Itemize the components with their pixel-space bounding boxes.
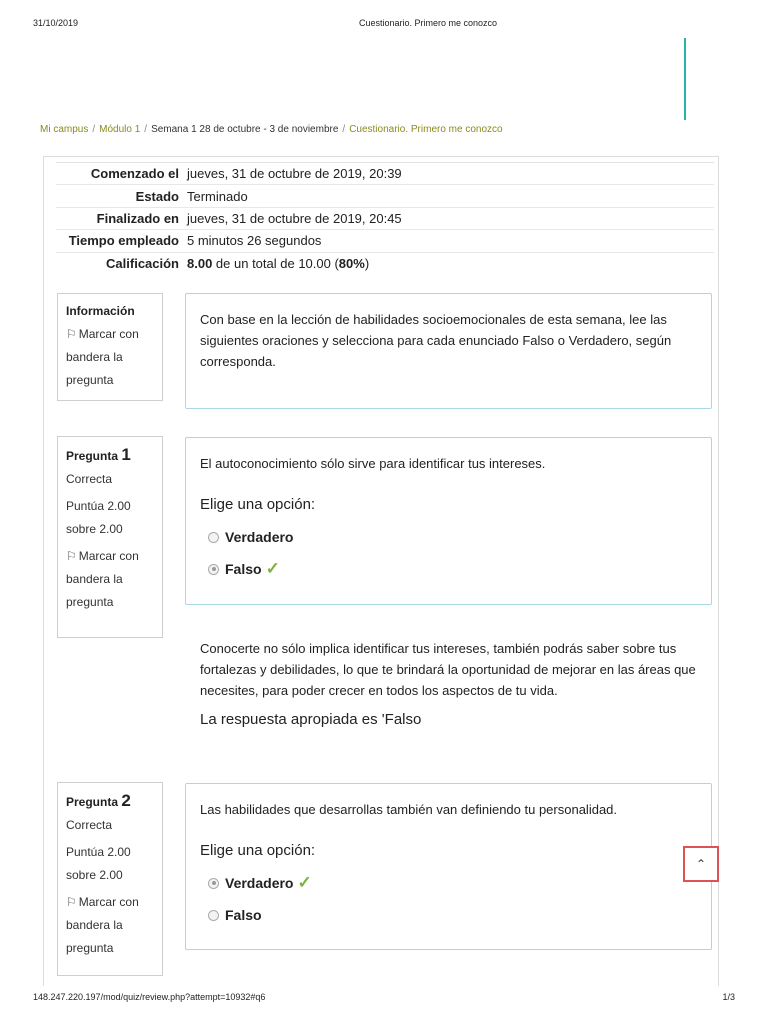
option-label: Falso — [225, 907, 262, 923]
info-text: Con base en la lección de habilidades socioemocionales de esta semana, lee las siguientes oraciones y selecciona para cada enunciado Falso o Verdadero, según corresponda. — [200, 312, 672, 369]
print-header — [0, 18, 768, 32]
chevron-up-icon: ⌃ — [695, 857, 707, 871]
breadcrumb-separator: / — [144, 124, 148, 135]
print-date: 31/10/2019 — [33, 18, 79, 28]
grade-middle: de un total de 10.00 ( — [212, 256, 339, 272]
grade-percent: 80% — [338, 256, 365, 272]
summary-label: Tiempo empleado — [68, 233, 179, 249]
attempt-summary-table — [56, 162, 714, 275]
flag-icon: ⚐ — [66, 327, 77, 341]
summary-value: Terminado — [187, 188, 248, 204]
scroll-to-top-button[interactable] — [683, 846, 719, 882]
print-footer-url: 148.247.220.197/mod/quiz/review.php?attempt=10932#q6 — [33, 992, 266, 1002]
flag-question-1-link[interactable] — [66, 545, 154, 614]
summary-row-started — [56, 163, 714, 185]
general-feedback-text: Conocerte no sólo implica identificar tus intereses, también podrás saber sobre tus fortalezas y debilidades, lo que te brindará la oportunidad de mejorar en las áreas que necesites, para poder crecer en todos los aspectos de tu vida. — [200, 641, 696, 698]
grade-value — [187, 256, 369, 271]
breadcrumb-semana-1: Semana 1 28 de octubre - 3 de noviembre — [151, 124, 339, 135]
summary-label: Calificación — [106, 256, 179, 272]
breadcrumb-cuestionario[interactable]: Cuestionario. Primero me conozco — [349, 124, 503, 135]
question-prefix: Pregunta — [66, 449, 119, 463]
checkmark-icon: ✓ — [297, 873, 312, 892]
summary-label: Comenzado el — [90, 166, 179, 182]
question-2-title — [66, 789, 154, 814]
question-1-text: El autoconocimiento sólo sirve para identificar tus intereses. — [200, 456, 546, 471]
option-label: Verdadero — [225, 529, 294, 545]
question-2-sidebar — [57, 782, 163, 976]
question-1-feedback — [200, 638, 700, 730]
print-title: Cuestionario. Primero me conozco — [358, 18, 498, 28]
question-2-score: Puntúa 2.00 sobre 2.00 — [66, 845, 131, 882]
grade-score: 8.00 — [187, 256, 213, 272]
flag-icon: ⚐ — [66, 895, 77, 909]
info-content — [185, 293, 712, 409]
flag-question-2-link[interactable] — [66, 891, 154, 960]
question-2-option-verdadero[interactable] — [200, 867, 697, 899]
radio-button-selected[interactable] — [208, 564, 219, 575]
question-2-content — [185, 783, 712, 950]
option-label: Falso — [225, 561, 262, 577]
summary-row-finished — [56, 208, 714, 230]
question-1-status: Correcta — [66, 472, 113, 486]
checkmark-icon: ✓ — [265, 559, 280, 578]
question-2-option-falso[interactable] — [200, 899, 697, 931]
question-1-score: Puntúa 2.00 sobre 2.00 — [66, 499, 131, 536]
choose-option-prompt: Elige una opción: — [200, 496, 316, 513]
question-1-content — [185, 437, 712, 605]
print-footer-page: 1/3 — [722, 992, 735, 1002]
info-title: Información — [66, 304, 135, 318]
question-1-title — [66, 443, 154, 468]
summary-label: Finalizado en — [96, 210, 179, 226]
flag-label: Marcar con bandera la pregunta — [66, 327, 139, 387]
breadcrumb-mi-campus[interactable]: Mi campus — [40, 124, 89, 135]
header-divider-line — [684, 38, 686, 120]
right-answer-text: La respuesta apropiada es 'Falso — [200, 711, 422, 728]
summary-value: jueves, 31 de octubre de 2019, 20:39 — [187, 166, 402, 182]
question-2-text: Las habilidades que desarrollas también van definiendo tu personalidad. — [200, 802, 618, 817]
breadcrumb-modulo-1[interactable]: Módulo 1 — [99, 124, 141, 135]
question-1-sidebar — [57, 436, 163, 638]
flag-question-link[interactable] — [66, 323, 154, 392]
summary-row-state — [56, 185, 714, 207]
summary-row-time-taken — [56, 230, 714, 252]
radio-button[interactable] — [208, 532, 219, 543]
flag-icon: ⚐ — [66, 549, 77, 563]
radio-button-selected[interactable] — [208, 878, 219, 889]
summary-value: jueves, 31 de octubre de 2019, 20:45 — [187, 210, 402, 226]
grade-end: ) — [364, 256, 370, 272]
flag-label: Marcar con bandera la pregunta — [66, 549, 139, 609]
summary-label: Estado — [135, 188, 179, 204]
summary-row-grade — [56, 253, 714, 275]
question-1-option-falso[interactable] — [200, 553, 697, 585]
flag-label: Marcar con bandera la pregunta — [66, 895, 139, 955]
option-label: Verdadero — [225, 875, 294, 891]
question-number: 2 — [121, 791, 131, 810]
radio-button[interactable] — [208, 910, 219, 921]
question-prefix: Pregunta — [66, 795, 119, 809]
breadcrumb — [40, 124, 503, 135]
summary-value: 5 minutos 26 segundos — [187, 233, 322, 249]
breadcrumb-separator: / — [92, 124, 96, 135]
breadcrumb-separator: / — [342, 124, 346, 135]
question-2-status: Correcta — [66, 818, 113, 832]
choose-option-prompt: Elige una opción: — [200, 842, 316, 859]
question-1-option-verdadero[interactable] — [200, 521, 697, 553]
question-number: 1 — [121, 445, 131, 464]
info-sidebar — [57, 293, 163, 401]
